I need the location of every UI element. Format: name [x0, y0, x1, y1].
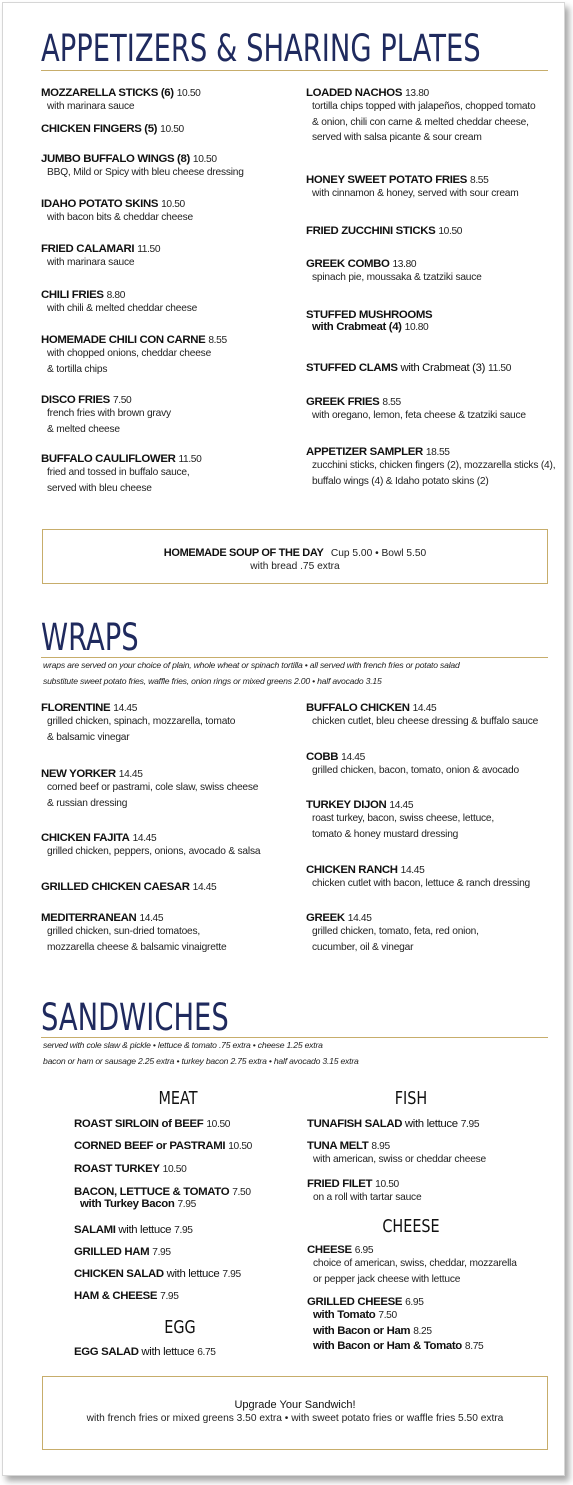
item-name: CHILI FRIES — [41, 289, 104, 301]
item-price: 13.80 — [405, 88, 429, 99]
item-description: on a roll with tartar sauce — [313, 1192, 422, 1203]
item-name-line — [74, 1118, 230, 1130]
item-sub-price: 7.50 — [378, 1310, 397, 1321]
item-name-line — [306, 174, 519, 186]
item-name: ROAST SIRLOIN of BEEF — [74, 1118, 204, 1130]
menu-item — [306, 799, 494, 842]
item-sub-name: with Tomato — [313, 1309, 376, 1321]
item-price: 14.45 — [389, 800, 414, 811]
menu-item — [306, 258, 482, 286]
item-name-line — [41, 198, 193, 210]
sandwiches-title: SANDWICHES — [41, 996, 229, 1039]
item-price: 10.50 — [206, 1119, 231, 1130]
menu-item — [74, 1163, 186, 1175]
item-name-line — [74, 1290, 179, 1302]
item-price: 8.55 — [208, 335, 227, 346]
item-name-line — [74, 1246, 171, 1258]
item-name-line — [74, 1140, 252, 1152]
item-description: served with bleu cheese — [47, 482, 152, 494]
item-name-line — [306, 864, 530, 876]
item-name-line — [41, 243, 160, 255]
wraps-rule — [41, 657, 548, 658]
menu-item — [306, 396, 526, 424]
item-name-extra: with lettuce — [404, 1118, 458, 1130]
item-description: mozzarella cheese & balsamic vinaigrette — [47, 941, 227, 953]
item-name-extra: with lettuce — [118, 1224, 172, 1236]
item-name: BUFFALO CAULIFLOWER — [41, 453, 176, 465]
item-sub-name: with Turkey Bacon — [80, 1198, 175, 1210]
item-price: 7.95 — [160, 1291, 179, 1302]
item-name-extra: with Crabmeat (3) — [400, 362, 486, 374]
item-sub-price: 10.80 — [404, 322, 429, 333]
wraps-title: WRAPS — [41, 616, 139, 659]
item-price: 10.50 — [160, 124, 184, 135]
item-name-line — [41, 289, 197, 301]
soup-prices: Cup 5.00 • Bowl 5.50 — [330, 548, 427, 559]
item-description: grilled chicken, peppers, onions, avocado & salsa — [47, 846, 261, 857]
item-description: with bacon bits & cheddar cheese — [47, 212, 193, 223]
item-price: 14.45 — [118, 769, 143, 780]
item-price: 14.45 — [400, 865, 425, 876]
item-description: with cinnamon & honey, served with sour cream — [312, 188, 519, 199]
upgrade-details: with french fries or mixed greens 3.50 extra • with sweet potato fries or waffle fries 5.50 extra — [86, 1413, 504, 1424]
item-name: CHICKEN FAJITA — [41, 832, 130, 844]
item-price: 6.95 — [405, 1297, 424, 1308]
item-price: 14.45 — [132, 833, 157, 844]
item-sub-name: with Bacon or Ham — [313, 1324, 411, 1337]
item-price: 7.50 — [112, 395, 132, 406]
item-price: 10.50 — [162, 1164, 187, 1175]
menu-item — [74, 1140, 252, 1152]
menu-item — [41, 832, 260, 860]
egg-heading: EGG — [164, 1317, 196, 1338]
upgrade-box — [42, 1376, 548, 1450]
item-description: spinach pie, moussaka & tzatziki sauce — [312, 272, 482, 283]
item-price: 10.50 — [176, 88, 201, 99]
item-name: GRILLED CHICKEN CAESAR — [41, 881, 190, 893]
item-name: FRIED ZUCCHINI STICKS — [306, 225, 436, 237]
item-name-line — [74, 1224, 193, 1236]
item-name: HONEY SWEET POTATO FRIES — [306, 174, 468, 186]
item-name: MEDITERRANEAN — [41, 912, 137, 924]
appetizers-title: APPETIZERS & SHARING PLATES — [41, 27, 481, 70]
item-sub-price: 8.25 — [413, 1325, 432, 1337]
item-name-line — [306, 87, 536, 99]
menu-item — [41, 334, 227, 377]
item-name-line — [307, 1140, 486, 1152]
item-name: BACON, LETTUCE & TOMATO — [74, 1186, 230, 1198]
item-description: buffalo wings (4) & Idaho potato skins (2) — [312, 475, 489, 487]
item-description: tortilla chips topped with jalapeños, chopped tomato — [312, 101, 536, 112]
fish-heading: FISH — [394, 1088, 428, 1109]
menu-item — [41, 243, 160, 271]
item-name: TUNAFISH SALAD — [307, 1118, 403, 1130]
item-price: 8.80 — [106, 290, 126, 301]
item-name: FRIED FILET — [307, 1178, 373, 1190]
item-description: chicken cutlet with bacon, lettuce & ranch dressing — [312, 878, 531, 889]
item-description: served with salsa picante & sour cream — [312, 132, 482, 143]
item-description: roast turkey, bacon, swiss cheese, lettuce, — [312, 813, 495, 824]
soup-name: HOMEMADE SOUP OF THE DAY — [163, 547, 324, 559]
menu-item — [41, 394, 171, 437]
item-price: 7.95 — [460, 1119, 480, 1130]
item-name: FLORENTINE — [41, 702, 111, 714]
item-name-line — [306, 751, 519, 763]
item-name-line — [74, 1268, 241, 1280]
item-description: or pepper jack cheese with lettuce — [313, 1273, 461, 1285]
item-name-line — [41, 453, 201, 465]
item-price: 11.50 — [137, 244, 161, 255]
item-name-line — [41, 394, 171, 406]
item-description: tomato & honey mustard dressing — [312, 828, 459, 840]
menu-item — [306, 751, 519, 779]
item-name: GREEK COMBO — [306, 258, 390, 270]
item-name-line — [41, 123, 184, 135]
menu-item — [74, 1346, 216, 1358]
item-description: & onion, chili con carne & melted cheddar cheese, — [312, 116, 529, 128]
item-name-extra: with lettuce — [166, 1268, 220, 1280]
item-price: 10.50 — [228, 1141, 252, 1152]
item-name-line — [41, 768, 258, 780]
item-description: french fries with brown gravy — [47, 408, 171, 419]
item-name: STUFFED CLAMS — [306, 362, 398, 374]
item-price: 14.45 — [192, 882, 217, 893]
item-price: 10.50 — [438, 226, 463, 237]
item-price: 7.95 — [152, 1247, 171, 1258]
item-description: with marinara sauce — [47, 101, 135, 112]
item-name-line — [306, 258, 482, 270]
item-price: 14.45 — [341, 752, 365, 763]
item-description: with marinara sauce — [47, 257, 135, 268]
sandwiches-note-2: bacon or ham or sausage 2.25 extra • turkey bacon 2.75 extra • half avocado 3.15 extra — [43, 1056, 359, 1066]
item-name: IDAHO POTATO SKINS — [41, 198, 159, 210]
item-name: CHEESE — [307, 1244, 352, 1256]
item-name-line — [41, 153, 244, 165]
item-name: GRILLED HAM — [74, 1246, 150, 1258]
menu-item — [74, 1290, 179, 1302]
menu-item — [306, 174, 519, 202]
item-name-line — [306, 912, 479, 924]
upgrade-title: Upgrade Your Sandwich! — [234, 1399, 356, 1411]
item-name: MOZZARELLA STICKS (6) — [41, 87, 174, 99]
item-name: TURKEY DIJON — [306, 799, 387, 811]
item-name: HOMEMADE CHILI CON CARNE — [41, 334, 206, 346]
menu-item — [41, 198, 193, 226]
item-name-line — [74, 1163, 186, 1175]
menu-page — [2, 2, 565, 1476]
menu-item — [41, 123, 184, 135]
wraps-note-2: substitute sweet potato fries, waffle fries, onion rings or mixed greens 2.00 • half avocado 3.15 — [43, 676, 382, 686]
item-price: 10.50 — [161, 199, 185, 210]
menu-item — [306, 362, 511, 374]
item-sub-line — [313, 1324, 483, 1340]
menu-item — [41, 87, 200, 115]
item-sub-line — [313, 1339, 483, 1355]
item-price: 10.50 — [192, 154, 217, 165]
item-name: GREEK FRIES — [306, 396, 380, 408]
menu-item — [74, 1186, 251, 1210]
soup-bread: with bread .75 extra — [250, 561, 340, 572]
item-name-line — [41, 832, 260, 844]
item-name: NEW YORKER — [41, 768, 116, 780]
watermark — [258, 711, 269, 753]
item-price: 11.50 — [178, 454, 202, 465]
menu-item — [306, 309, 432, 333]
item-description: with chili & melted cheddar cheese — [47, 303, 198, 314]
menu-item — [74, 1246, 171, 1258]
menu-item — [41, 702, 235, 745]
item-name: GREEK — [306, 912, 345, 924]
item-description: cucumber, oil & vinegar — [312, 941, 414, 953]
item-description: chicken cutlet, bleu cheese dressing & buffalo sauce — [312, 716, 539, 727]
wraps-note-1: wraps are served on your choice of plain, whole wheat or spinach tortilla • all served with french fries or potato salad — [43, 660, 460, 670]
item-price: 18.55 — [425, 447, 450, 458]
menu-item — [306, 446, 555, 489]
item-sub-line — [313, 1308, 483, 1324]
item-name: STUFFED MUSHROOMS — [306, 309, 433, 321]
item-name: CORNED BEEF or PASTRAMI — [74, 1140, 226, 1152]
item-name: CHICKEN RANCH — [306, 864, 398, 876]
item-description: corned beef or pastrami, cole slaw, swiss cheese — [47, 782, 259, 793]
item-sub-price: 7.95 — [177, 1199, 196, 1210]
item-name-line — [306, 702, 538, 714]
item-description: grilled chicken, bacon, tomato, onion & avocado — [312, 765, 519, 776]
item-name-line — [307, 1118, 479, 1130]
item-description: & balsamic vinegar — [47, 731, 130, 743]
item-description: & tortilla chips — [47, 363, 108, 375]
item-price: 14.45 — [412, 703, 437, 714]
item-name-line — [306, 396, 526, 408]
item-name-line — [41, 702, 235, 714]
item-name-line — [307, 1296, 483, 1308]
item-price: 6.95 — [354, 1245, 374, 1256]
soup-box — [42, 529, 548, 584]
item-name: FRIED CALAMARI — [41, 243, 135, 255]
item-name: EGG SALAD — [74, 1346, 139, 1358]
item-description: grilled chicken, spinach, mozzarella, tomato — [47, 716, 236, 727]
menu-item — [307, 1296, 483, 1355]
menu-item — [306, 864, 530, 892]
menu-item — [41, 453, 201, 496]
menu-item — [74, 1268, 241, 1280]
item-name-line — [74, 1346, 216, 1358]
item-price: 6.75 — [197, 1347, 216, 1358]
item-name: APPETIZER SAMPLER — [306, 446, 423, 458]
item-price: 11.50 — [488, 363, 512, 374]
item-name: LOADED NACHOS — [306, 87, 403, 99]
item-price: 7.95 — [174, 1225, 193, 1236]
item-price: 7.95 — [222, 1269, 241, 1280]
item-description: choice of american, swiss, cheddar, mozzarella — [313, 1258, 517, 1269]
menu-item — [307, 1178, 421, 1206]
item-name: GRILLED CHEESE — [307, 1296, 403, 1308]
item-name: SALAMI — [74, 1224, 116, 1236]
item-description: with chopped onions, cheddar cheese — [47, 348, 212, 359]
item-price: 8.55 — [382, 397, 401, 408]
menu-item — [74, 1118, 230, 1130]
item-sub-price: 8.75 — [464, 1341, 484, 1352]
menu-item — [307, 1140, 486, 1168]
item-name: DISCO FRIES — [41, 394, 110, 406]
item-name: TUNA MELT — [307, 1140, 369, 1152]
item-price: 14.45 — [113, 703, 138, 714]
item-description: BBQ, Mild or Spicy with bleu cheese dressing — [47, 167, 244, 178]
item-sub-name: with Bacon or Ham & Tomato — [313, 1340, 462, 1352]
item-sub-line — [312, 321, 432, 333]
menu-item — [306, 225, 462, 237]
meat-heading: MEAT — [158, 1088, 198, 1109]
item-description: with oregano, lemon, feta cheese & tzatziki sauce — [312, 410, 526, 421]
item-name: COBB — [306, 751, 339, 763]
item-description: with american, swiss or cheddar cheese — [313, 1154, 487, 1165]
item-description: grilled chicken, sun-dried tomatoes, — [47, 926, 201, 937]
item-name-line — [306, 309, 432, 321]
item-name-line — [306, 362, 511, 374]
menu-item — [306, 702, 538, 730]
menu-item — [41, 153, 244, 181]
item-price: 8.95 — [371, 1141, 390, 1152]
menu-item — [74, 1224, 193, 1236]
item-name-line — [41, 87, 200, 99]
sandwiches-rule — [41, 1037, 548, 1038]
item-description: grilled chicken, tomato, feta, red onion, — [312, 926, 479, 937]
item-price: 8.55 — [470, 175, 489, 186]
cheese-heading: CHEESE — [382, 1216, 440, 1237]
item-sub-name: with Crabmeat (4) — [312, 321, 402, 333]
item-description: & russian dressing — [47, 797, 128, 809]
item-name: ROAST TURKEY — [74, 1163, 160, 1175]
item-name-line — [306, 799, 494, 811]
item-name: CHICKEN FINGERS (5) — [41, 123, 158, 135]
item-name: BUFFALO CHICKEN — [306, 702, 410, 714]
item-price: 14.45 — [347, 913, 372, 924]
item-name-line — [41, 881, 216, 893]
menu-item — [307, 1244, 517, 1287]
item-description: zucchini sticks, chicken fingers (2), mozzarella sticks (4), — [312, 460, 556, 471]
item-name-line — [41, 334, 227, 346]
item-description: & melted cheese — [47, 423, 120, 435]
item-name-line — [307, 1244, 517, 1256]
menu-item — [306, 87, 536, 146]
item-name: CHICKEN SALAD — [74, 1268, 164, 1280]
menu-item — [41, 881, 216, 893]
menu-item — [41, 768, 258, 811]
menu-item — [41, 912, 226, 955]
item-description: fried and tossed in buffalo sauce, — [47, 467, 190, 478]
item-name: JUMBO BUFFALO WINGS (8) — [41, 153, 190, 165]
item-price: 13.80 — [392, 259, 417, 270]
item-name-line — [41, 912, 226, 924]
item-name-line — [306, 446, 555, 458]
item-name-line — [307, 1178, 421, 1190]
sandwiches-note-1: served with cole slaw & pickle • lettuce & tomato .75 extra • cheese 1.25 extra — [43, 1040, 323, 1050]
item-price: 14.45 — [139, 913, 164, 924]
menu-item — [41, 289, 197, 317]
item-name-line — [74, 1186, 251, 1198]
item-name: HAM & CHEESE — [74, 1290, 158, 1302]
item-sub-line — [80, 1198, 251, 1210]
item-name-line — [306, 225, 462, 237]
item-name-extra: with lettuce — [141, 1346, 195, 1358]
item-price: 7.50 — [232, 1187, 251, 1198]
item-price: 10.50 — [375, 1179, 399, 1190]
menu-item — [306, 912, 479, 955]
appetizers-rule — [41, 70, 548, 71]
menu-item — [307, 1118, 479, 1130]
